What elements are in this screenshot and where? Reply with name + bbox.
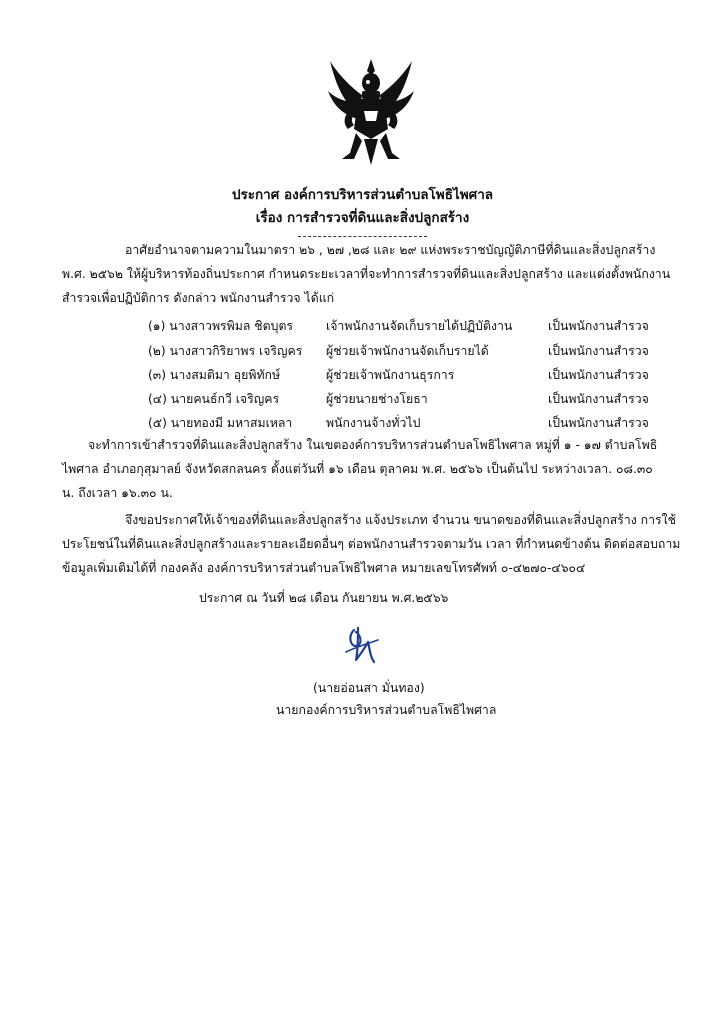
staff-row	[148, 390, 668, 408]
document-subject: เรื่อง การสำรวจที่ดินและสิ่งปลูกสร้าง	[255, 210, 470, 226]
staff-role: ผู้ช่วยเจ้าพนักงานธุรการ	[326, 368, 455, 382]
staff-position: เป็นพนักงานสำรวจ	[548, 392, 649, 406]
staff-row	[148, 366, 668, 384]
para2-line2: ไพศาล อำเภอกุสุมาลย์ จังหวัดสกลนคร ตั้งแต่วันที่ ๑๖ เดือน ตุลาคม พ.ศ. ๒๕๖๖ เป็นต้นไป ระหว่างเวลา. ๐๘.๓๐	[62, 462, 653, 476]
signature-image	[340, 622, 384, 668]
document-title: ประกาศ องค์การบริหารส่วนตำบลโพธิไพศาล	[231, 187, 494, 203]
para2-line3: น. ถึงเวลา ๑๖.๓๐ น.	[62, 486, 173, 500]
staff-row	[148, 342, 668, 360]
staff-row	[148, 414, 668, 432]
para1-line3: สำรวจเพื่อปฏิบัติการ ดังกล่าว พนักงานสำรวจ ได้แก่	[62, 291, 335, 305]
signer-name: (นายอ่อนสา มั่นทอง)	[313, 681, 425, 695]
staff-role: ผู้ช่วยเจ้าพนักงานจัดเก็บรายได้	[326, 344, 489, 358]
staff-position: เป็นพนักงานสำรวจ	[548, 319, 649, 333]
para2-line1: จะทำการเข้าสำรวจที่ดินและสิ่งปลูกสร้าง ในเขตองค์การบริหารส่วนตำบลโพธิไพศาล หมู่ที่ ๑ - ๑๗ ตำบลโพธิ	[88, 438, 658, 452]
para3-line2: ประโยชน์ในที่ดินและสิ่งปลูกสร้างและรายละเอียดอื่นๆ ต่อพนักงานสำรวจตามวัน เวลา ที่กำหนดข้างต้น ติดต่อสอบถาม	[62, 537, 681, 551]
staff-name: (๕) นายทองมี มหาสมเหลา	[148, 416, 293, 430]
staff-role: พนักงานจ้างทั่วไป	[326, 416, 421, 430]
para3-line1: จึงขอประกาศให้เจ้าของที่ดินและสิ่งปลูกสร้าง แจ้งประเภท จำนวน ขนาดของที่ดินและสิ่งปลูกสร้าง การใช้	[125, 513, 676, 527]
title-divider	[298, 236, 427, 237]
staff-position: เป็นพนักงานสำรวจ	[548, 368, 649, 382]
staff-role: ผู้ช่วยนายช่างโยธา	[326, 392, 428, 406]
para1-line2: พ.ศ. ๒๕๖๒ ให้ผู้บริหารท้องถิ่นประกาศ กำหนดระยะเวลาที่จะทำการสำรวจที่ดินและสิ่งปลูกสร้าง และแต่งตั้งพนักงาน	[62, 267, 671, 281]
staff-name: (๒) นางสาวกิริยาพร เจริญคร	[148, 344, 303, 358]
staff-position: เป็นพนักงานสำรวจ	[548, 344, 649, 358]
para3-line3: ข้อมูลเพิ่มเติมได้ที่ กองคลัง องค์การบริหารส่วนตำบลโพธิไพศาล หมายเลขโทรศัพท์ ๐-๔๒๗๐-๔๖๐๔	[62, 561, 586, 575]
staff-name: (๔) นายคนธ์กวี เจริญคร	[148, 392, 280, 406]
staff-name: (๑) นางสาวพรพิมล ชิตบุตร	[148, 319, 294, 333]
staff-role: เจ้าพนักงานจัดเก็บรายได้ปฏิบัติงาน	[326, 319, 513, 333]
staff-row	[148, 317, 668, 335]
signer-title: นายกองค์การบริหารส่วนตำบลโพธิไพศาล	[276, 703, 497, 717]
announcement-date: ประกาศ ณ วันที่ ๒๘ เดือน กันยายน พ.ศ.๒๕๖๖	[199, 591, 449, 605]
staff-position: เป็นพนักงานสำรวจ	[548, 416, 649, 430]
para1-line1: อาศัยอำนาจตามความในมาตรา ๒๖ , ๒๗ ,๒๘ และ ๒๙ แห่งพระราชบัญญัติภาษีที่ดินและสิ่งปลูกสร้าง	[125, 243, 656, 257]
staff-name: (๓) นางสมติมา อุยพิทักษ์	[148, 368, 281, 382]
garuda-emblem-icon	[324, 55, 418, 171]
